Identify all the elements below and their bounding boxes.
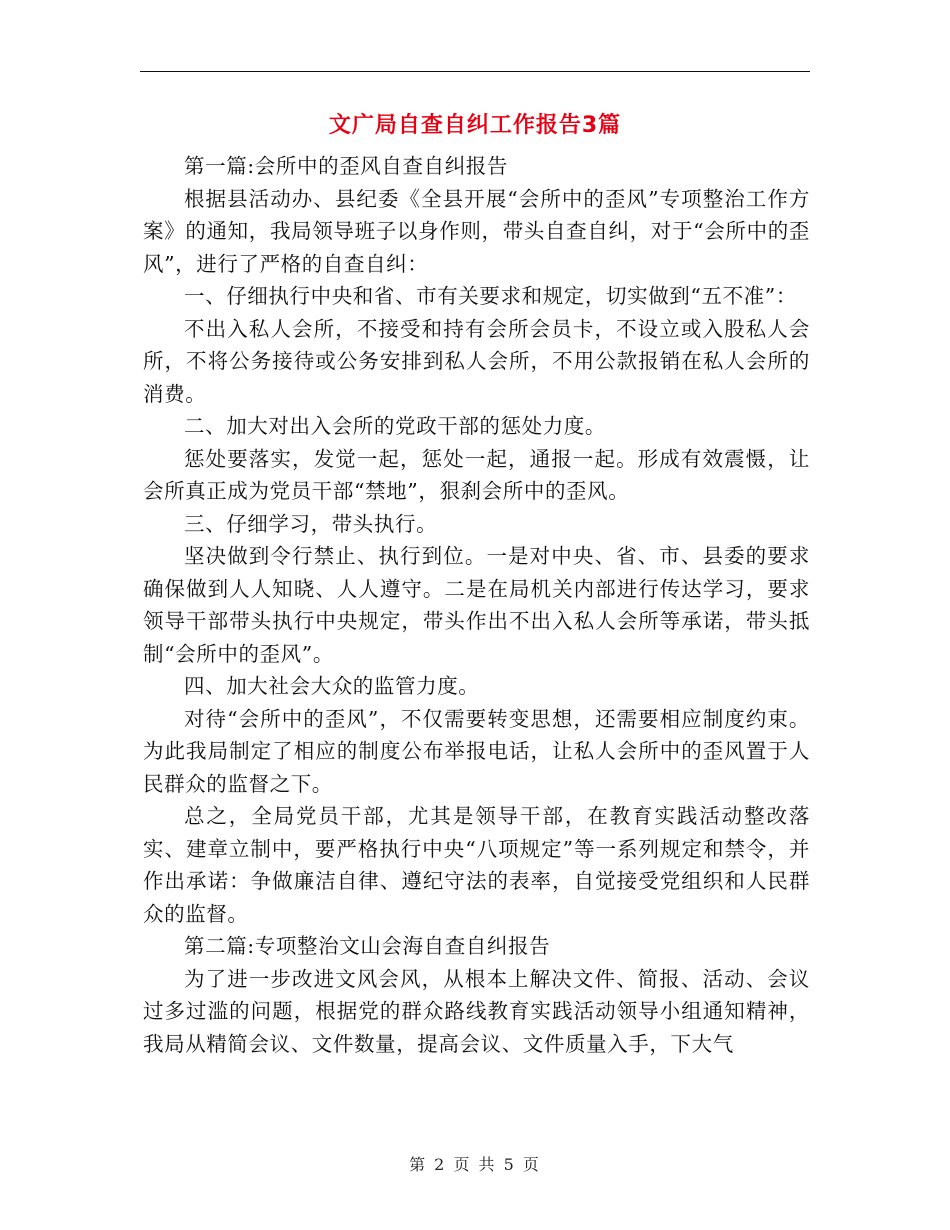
body-paragraph: 对待“会所中的歪风”，不仅需要转变思想，还需要相应制度约束。为此我局制定了相应的制度公布举报电话，让私人会所中的歪风置于人民群众的监督之下。 (143, 706, 810, 796)
body-paragraph: 一、仔细执行中央和省、市有关要求和规定，切实做到“五不准”： (184, 284, 797, 308)
page-number: 第 2 页 共 5 页 (409, 1155, 541, 1174)
section-heading: 第二篇:专项整治文山会海自查自纠报告 (184, 934, 551, 958)
body-paragraph: 四、加大社会大众的监管力度。 (184, 674, 480, 698)
body-paragraph: 坚决做到令行禁止、执行到位。一是对中央、省、市、县委的要求确保做到人人知晓、人人遵守。二是在局机关内部进行传达学习，要求领导干部带头执行中央规定，带头作出不出入私人会所等承诺，带头抵制“会所中的歪风”。 (143, 544, 810, 666)
body-paragraph: 三、仔细学习，带头执行。 (184, 511, 438, 536)
body-paragraph: 根据县活动办、县纪委《全县开展“会所中的歪风”专项整治工作方案》的通知，我局领导班子以身作则，带头自查自纠，对于“会所中的歪风”，进行了严格的自查自纠： (143, 186, 810, 276)
body-paragraph: 二、加大对出入会所的党政干部的惩处力度。 (184, 414, 606, 438)
document-body (143, 150, 810, 1060)
body-paragraph: 总之，全局党员干部，尤其是领导干部，在教育实践活动整改落实、建章立制中，要严格执行中央“八项规定”等一系列规定和禁令，并作出承诺：争做廉洁自律、遵纪守法的表率，自觉接受党组织和人民群众的监督。 (143, 804, 810, 926)
body-paragraph: 不出入私人会所，不接受和持有会所会员卡，不设立或入股私人会所，不将公务接待或公务安排到私人会所，不用公款报销在私人会所的消费。 (143, 316, 810, 406)
body-paragraph: 惩处要落实，发觉一起，惩处一起，通报一起。形成有效震慑，让会所真正成为党员干部“禁地”，狠刹会所中的歪风。 (143, 446, 810, 503)
document-title: 文广局自查自纠工作报告3篇 (328, 113, 622, 138)
section-heading: 第一篇:会所中的歪风自查自纠报告 (184, 154, 509, 178)
body-paragraph: 为了进一步改进文风会风，从根本上解决文件、简报、活动、会议过多过滥的问题，根据党的群众路线教育实践活动领导小组通知精神，我局从精简会议、文件数量，提高会议、文件质量入手，下大气 (143, 966, 810, 1056)
header-rule (140, 71, 810, 72)
